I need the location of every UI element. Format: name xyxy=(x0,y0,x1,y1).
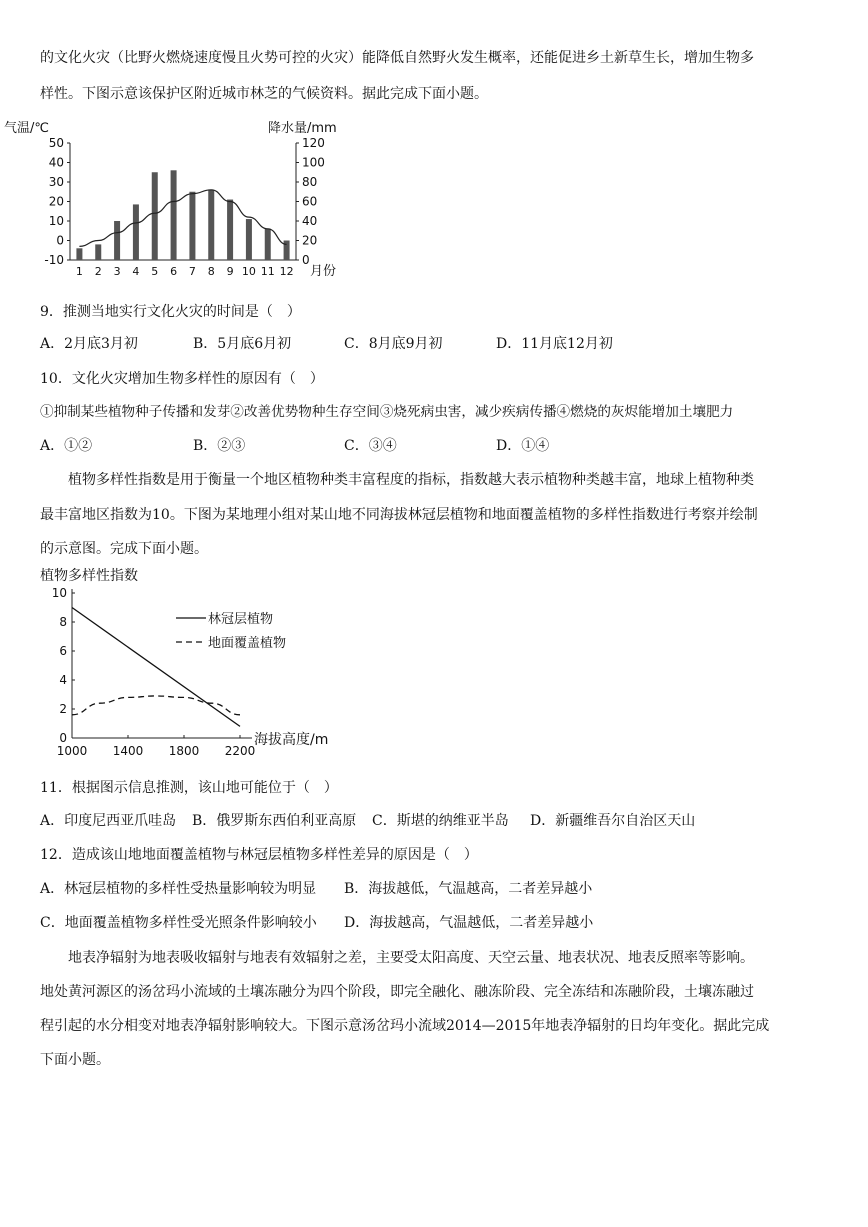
precip-bar xyxy=(95,244,101,260)
month-label: 11 xyxy=(260,265,275,278)
right-tick-label: 120 xyxy=(302,136,325,150)
left-tick-label: 40 xyxy=(48,155,64,170)
month-label: 9 xyxy=(226,265,234,278)
q10-option-a: A．①② xyxy=(40,438,93,454)
q11-option-b: B．俄罗斯东西伯利亚高原 xyxy=(192,813,357,829)
q10-option-c: C．③④ xyxy=(344,438,397,454)
intro2-line3: 的示意图。完成下面小题。 xyxy=(40,541,208,557)
month-label: 2 xyxy=(94,265,102,278)
q12-option-b: B．海拔越低，气温越高，二者差异越小 xyxy=(344,881,593,897)
q11-stem: 11．根据图示信息推测，该山地可能位于（ ） xyxy=(40,780,338,796)
precip-bar xyxy=(171,170,177,260)
legend-label: 地面覆盖植物 xyxy=(208,636,287,651)
q12-option-c: C．地面覆盖植物多样性受光照条件影响较小 xyxy=(40,915,317,931)
month-label: 12 xyxy=(279,265,294,278)
left-tick-label: 0 xyxy=(56,233,64,248)
q10-option-b: B．②③ xyxy=(193,438,246,454)
intro2-line1: 植物多样性指数是用于衡量一个地区植物种类丰富程度的指标，指数越大表示植物种类越丰富，地球上植物种类 xyxy=(68,472,754,488)
intro2-line2: 最丰富地区指数为10。下图为某地理小组对某山地不同海拔林冠层植物和地面覆盖植物的多样性指数进行考察并绘制 xyxy=(40,507,758,523)
month-label: 1 xyxy=(75,265,83,278)
legend-label: 林冠层植物 xyxy=(208,612,274,627)
month-label: 10 xyxy=(241,265,256,278)
left-tick-label: 10 xyxy=(48,214,64,228)
y-tick-label: 6 xyxy=(59,644,67,658)
precip-bar xyxy=(284,241,290,261)
q9-option-a: A．2月底3月初 xyxy=(40,336,138,352)
precip-bar xyxy=(114,221,120,260)
intro1-line2: 样性。下图示意该保护区附近城市林芝的气候资料。据此完成下面小题。 xyxy=(40,86,488,102)
y-tick-label: 0 xyxy=(59,731,67,745)
q9-option-b: B．5月底6月初 xyxy=(193,336,292,352)
month-label: 3 xyxy=(113,265,121,278)
y-tick-label: 8 xyxy=(59,615,67,629)
q10-option-d: D．①④ xyxy=(496,438,550,454)
q10-statements: ①抑制某些植物种子传播和发芽②改善优势物种生存空间③烧死病虫害，减少疾病传播④燃烧的灰烬能增加土壤肥力 xyxy=(40,404,734,420)
q11-option-a: A．印度尼西亚爪哇岛 xyxy=(40,813,177,829)
month-label: 8 xyxy=(207,265,215,278)
left-axis-title: 气温/℃ xyxy=(4,121,49,136)
x-axis-title: 月份 xyxy=(310,264,337,279)
temperature-line xyxy=(79,190,286,247)
precip-bar xyxy=(208,190,214,260)
intro3-line2: 地处黄河源区的汤岔玛小流域的土壤冻融分为四个阶段，即完全融化、融冻阶段、完全冻结和冻融阶段，土壤冻融过 xyxy=(40,984,754,1000)
q12-stem: 12．造成该山地地面覆盖植物与林冠层植物多样性差异的原因是（ ） xyxy=(40,847,478,863)
right-tick-label: 80 xyxy=(302,175,318,189)
right-tick-label: 100 xyxy=(302,155,325,170)
month-label: 7 xyxy=(188,265,196,278)
y-tick-label: 10 xyxy=(51,586,67,600)
q9-option-d: D．11月底12月初 xyxy=(496,336,613,352)
x-tick-label: 2200 xyxy=(224,744,256,758)
right-tick-label: 0 xyxy=(302,253,310,267)
precip-bar xyxy=(76,248,82,260)
left-tick-label: 30 xyxy=(48,175,64,189)
climate-chart xyxy=(0,110,360,290)
x-tick-label: 1800 xyxy=(168,744,200,758)
diversity-chart xyxy=(0,560,360,760)
q12-option-d: D．海拔越高，气温越低，二者差异越小 xyxy=(344,915,594,931)
x-tick-label: 1000 xyxy=(56,744,88,758)
x-tick-label: 1400 xyxy=(112,744,144,758)
q10-stem: 10．文化火灾增加生物多样性的原因有（ ） xyxy=(40,371,324,387)
precip-bar xyxy=(227,200,233,260)
q9-option-c: C．8月底9月初 xyxy=(344,336,443,352)
x-axis-title: 海拔高度/m xyxy=(254,732,329,748)
left-tick-label: 50 xyxy=(48,136,64,150)
left-tick-label: -10 xyxy=(44,253,64,267)
y-tick-label: 4 xyxy=(59,673,67,687)
y-axis-title: 植物多样性指数 xyxy=(40,568,138,584)
month-label: 4 xyxy=(132,265,140,278)
q11-option-c: C．斯堪的纳维亚半岛 xyxy=(372,813,509,829)
right-axis-title: 降水量/mm xyxy=(268,121,337,136)
left-tick-label: 20 xyxy=(48,194,64,209)
y-tick-label: 2 xyxy=(59,702,67,716)
intro3-line1: 地表净辐射为地表吸收辐射与地表有效辐射之差，主要受太阳高度、天空云量、地表状况、地表反照率等影响。 xyxy=(68,950,754,966)
month-label: 6 xyxy=(170,265,178,278)
month-label: 5 xyxy=(151,265,159,278)
precip-bar xyxy=(152,172,158,260)
precip-bar xyxy=(265,229,271,260)
intro1-line1: 的文化火灾（比野火燃烧速度慢且火势可控的火灾）能降低自然野火发生概率，还能促进乡土新草生长，增加生物多 xyxy=(40,50,754,66)
q12-option-a: A．林冠层植物的多样性受热量影响较为明显 xyxy=(40,881,317,897)
q11-option-d: D．新疆维吾尔自治区天山 xyxy=(530,813,696,829)
intro3-line3: 程引起的水分相变对地表净辐射影响较大。下图示意汤岔玛小流域2014—2015年地表净辐射的日均年变化。据此完成 xyxy=(40,1018,770,1034)
precip-bar xyxy=(189,192,195,260)
precip-bar xyxy=(246,219,252,260)
intro3-line4: 下面小题。 xyxy=(40,1052,110,1068)
right-tick-label: 40 xyxy=(302,214,318,228)
ground-cover-line xyxy=(72,696,240,715)
right-tick-label: 60 xyxy=(302,194,318,209)
q9-stem: 9．推测当地实行文化火灾的时间是（ ） xyxy=(40,304,301,320)
right-tick-label: 20 xyxy=(302,233,318,248)
precip-bar xyxy=(133,204,139,260)
